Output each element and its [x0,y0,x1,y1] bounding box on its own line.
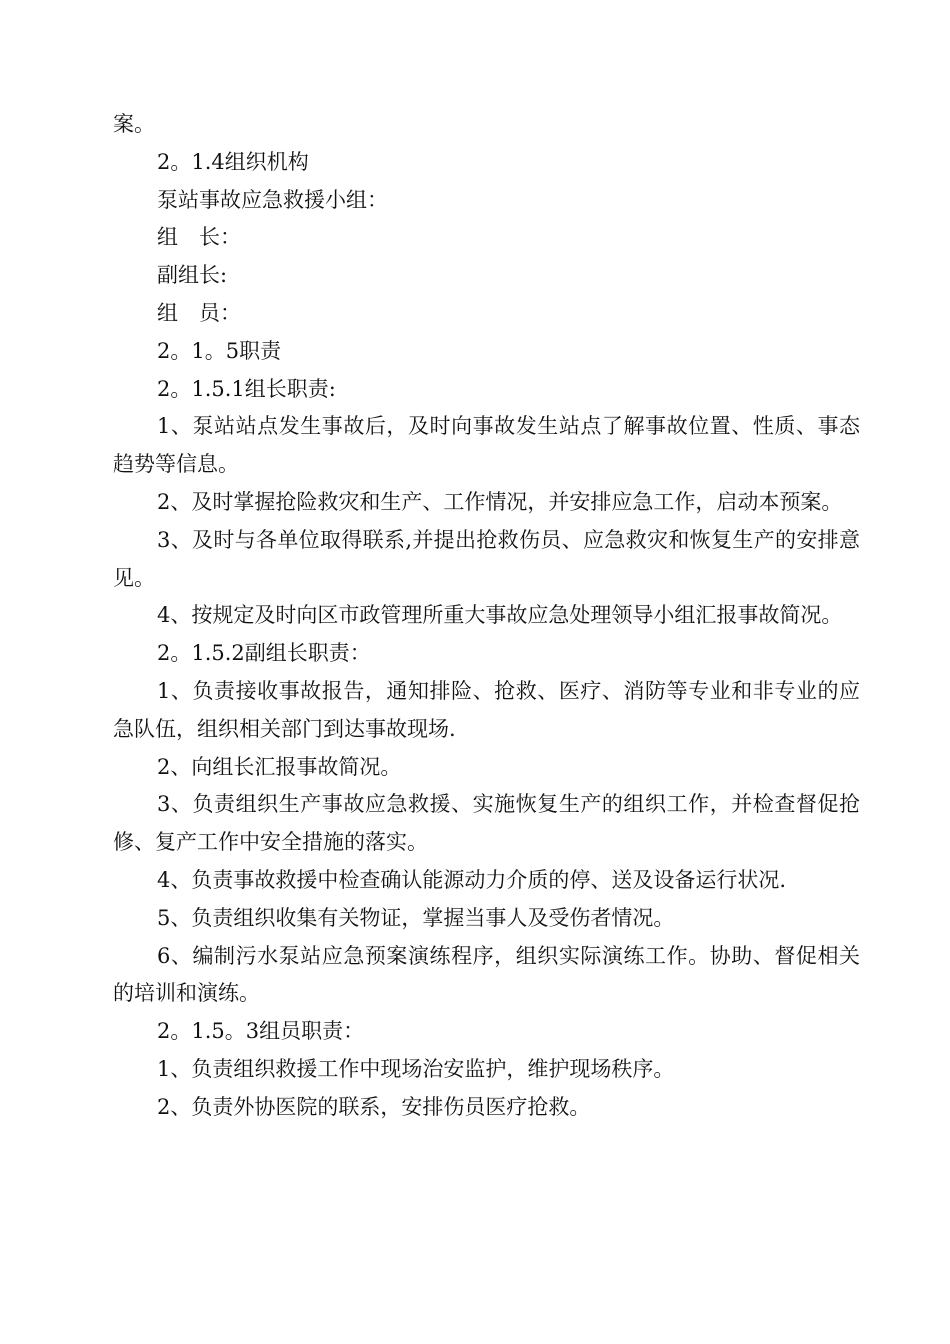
deputy-leader-label: 副组长: [157,263,228,288]
leader-duty-item: 4、按规定及时向区市政管理所重大事故应急处理领导小组汇报事故简况。 [157,603,843,628]
deputy-duty-item: 6、编制污水泵站应急预案演练程序，组织实际演练工作。协助、督促相关的培训和演练。 [113,943,860,1006]
heading-member-duties: 2。1.5。3组员职责： [157,1019,365,1044]
leader-duty-item: 2、及时掌握抢险救灾和生产、工作情况，并安排应急工作，启动本预案。 [157,489,843,514]
heading-duties: 2。1。5职责 [157,338,282,363]
paragraph-continuation: 案。 [113,112,155,136]
member-duty-item: 2、负责外协医院的联系，安排伤员医疗抢救。 [157,1094,591,1119]
deputy-duty-item: 1、负责接收事故报告，通知排险、抢救、医疗、消防等专业和非专业的应急队伍，组织相关部门到达事故现场. [113,678,860,741]
deputy-duty-item: 4、负责事故救援中检查确认能源动力介质的停、送及设备运行状况. [157,867,787,892]
rescue-team-title: 泵站事故应急救援小组： [157,187,388,212]
deputy-duty-item: 2、向组长汇报事故简况。 [157,754,402,779]
leader-duty-item: 1、泵站站点发生事故后，及时向事故发生站点了解事故位置、性质、事态趋势等信息。 [113,414,860,477]
leader-duty-item: 3、及时与各单位取得联系,并提出抢救伤员、应急救灾和恢复生产的安排意见。 [113,527,860,590]
heading-deputy-duties: 2。1.5.2副组长职责： [157,641,371,666]
member-duty-item: 1、负责组织救援工作中现场治安监护，维护现场秩序。 [157,1056,675,1081]
team-leader-label: 组 长： [157,225,241,250]
document-body [113,106,860,1127]
deputy-duty-item: 5、负责组织收集有关物证，掌握当事人及受伤者情况。 [157,905,675,930]
heading-organization: 2。1.4组织机构 [157,149,309,174]
deputy-duty-item: 3、负责组织生产事故应急救援、实施恢复生产的组织工作，并检查督促抢修、复产工作中安全措施的落实。 [113,792,860,855]
team-member-label: 组 员： [157,300,241,325]
heading-leader-duties: 2。1.5.1组长职责: [157,376,336,401]
